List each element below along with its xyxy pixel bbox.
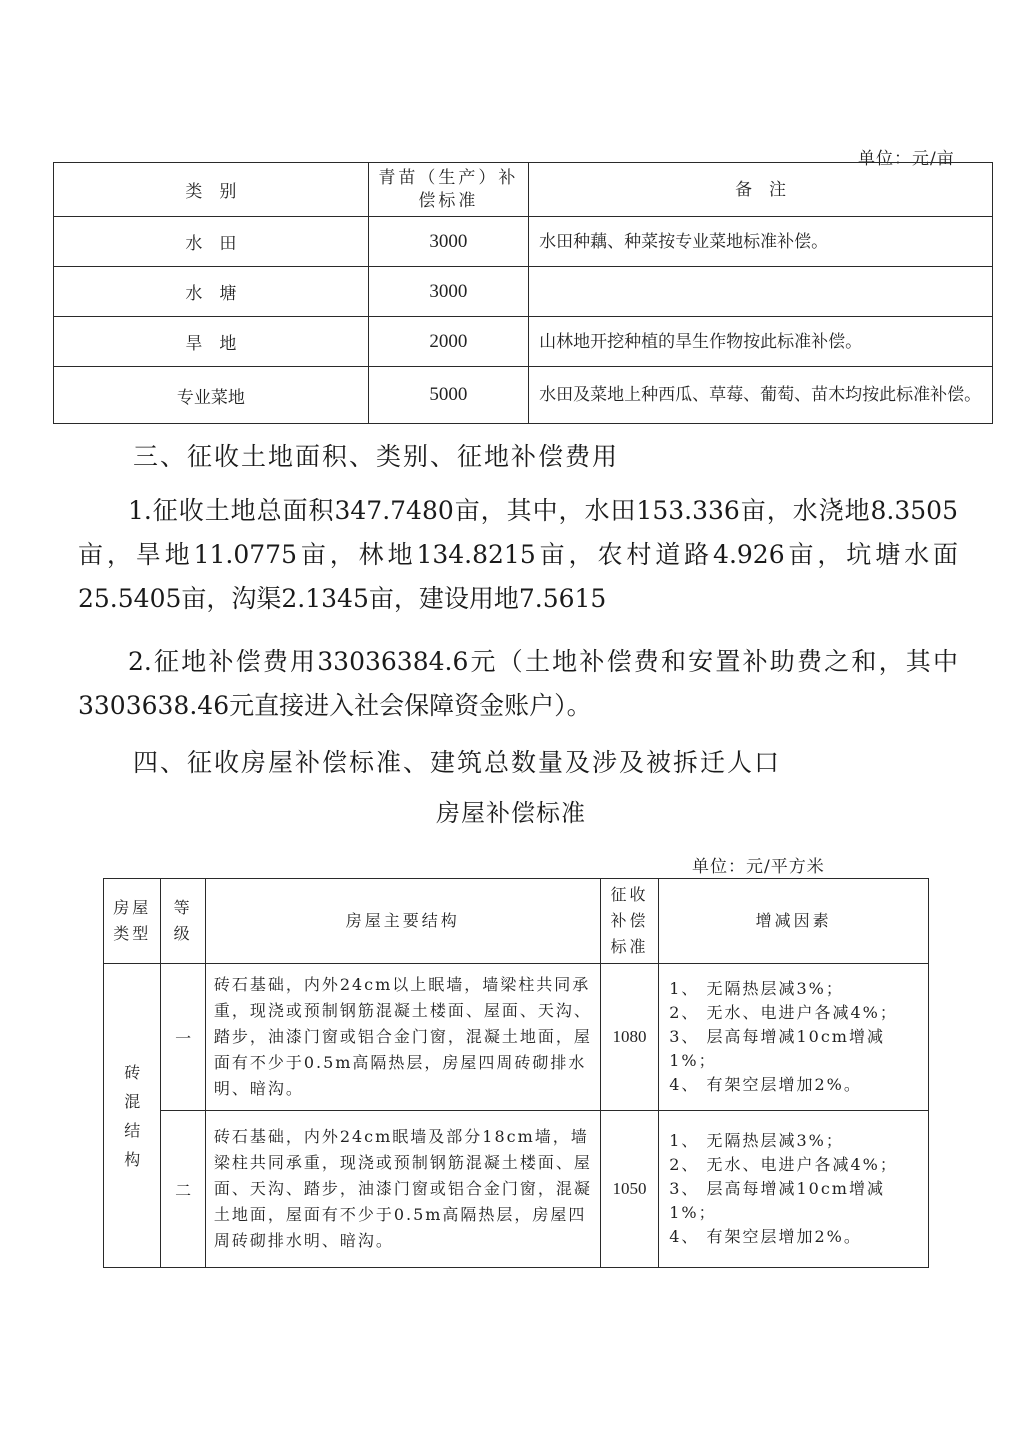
row-category: 旱 地 bbox=[54, 317, 369, 367]
standard-cell: 1080 bbox=[600, 964, 658, 1111]
house-compensation-table bbox=[103, 878, 929, 1268]
table2-unit: 单位：元/平方米 bbox=[692, 857, 825, 877]
header-standard-line: 补偿 bbox=[610, 911, 649, 930]
table-header-row bbox=[104, 879, 929, 964]
factor-item: 1、 无隔热层减3%； bbox=[669, 979, 844, 998]
factors-cell bbox=[659, 1111, 929, 1268]
row-category: 专业菜地 bbox=[54, 367, 369, 424]
table-row bbox=[54, 217, 993, 267]
table-row bbox=[54, 267, 993, 317]
section4-heading: 四、征收房屋补偿标准、建筑总数量及涉及被拆迁人口 bbox=[133, 748, 782, 777]
header-house-type-line: 类型 bbox=[113, 924, 152, 943]
house-compensation-title: 房屋补偿标准 bbox=[436, 799, 586, 827]
header-standard-line: 标准 bbox=[610, 937, 649, 956]
factor-item: 4、 有架空层增加2%。 bbox=[669, 1227, 862, 1246]
section3-paragraph-2: 2.征地补偿费用33036384.6元（土地补偿费和安置补助费之和，其中3303638.46元直接进入社会保障资金账户）。 bbox=[78, 647, 958, 720]
house-type-cell bbox=[104, 964, 161, 1268]
header-grade bbox=[161, 879, 205, 964]
table-header-row bbox=[54, 163, 993, 217]
factor-item: 4、 有架空层增加2%。 bbox=[669, 1075, 862, 1094]
row-category: 水 塘 bbox=[54, 267, 369, 317]
table-row bbox=[104, 964, 929, 1111]
house-type-char: 砖 bbox=[124, 1062, 141, 1082]
row-standard: 2000 bbox=[368, 317, 528, 367]
row-standard: 3000 bbox=[368, 217, 528, 267]
row-note: 水田种藕、种菜按专业菜地标准补偿。 bbox=[529, 217, 993, 267]
header-grade-line: 级 bbox=[173, 924, 193, 943]
factor-item: 3、 层高每增减10cm增减1%； bbox=[669, 1179, 885, 1222]
row-standard: 3000 bbox=[368, 267, 528, 317]
header-standard: 青苗（生产）补偿标准 bbox=[368, 163, 528, 217]
header-standard bbox=[600, 879, 658, 964]
row-note: 水田及菜地上种西瓜、草莓、葡萄、苗木均按此标准补偿。 bbox=[529, 367, 993, 424]
row-category: 水 田 bbox=[54, 217, 369, 267]
structure-cell: 砖石基础，内外24cm眠墙及部分18cm墙，墙梁柱共同承重，现浇或预制钢筋混凝土楼面、屋面、天沟、踏步，油漆门窗或铝合金门窗，混凝土地面，屋面有不少于0.5m高隔热层，房屋四周砖砌排水明、暗沟。 bbox=[205, 1111, 600, 1268]
section3-paragraph-1: 1.征收土地总面积347.7480亩，其中，水田153.336亩，水浇地8.3505亩，旱地11.0775亩，林地134.8215亩，农村道路4.926亩，坑塘水面25.5405亩，沟渠2.1345亩，建设用地7.5615 bbox=[78, 496, 958, 613]
row-standard: 5000 bbox=[368, 367, 528, 424]
table-row bbox=[54, 317, 993, 367]
header-structure: 房屋主要结构 bbox=[205, 879, 600, 964]
factor-item: 3、 层高每增减10cm增减1%； bbox=[669, 1027, 885, 1070]
header-standard-line: 征收 bbox=[610, 885, 649, 904]
header-grade-line: 等 bbox=[173, 898, 193, 917]
factors-cell bbox=[659, 964, 929, 1111]
row-note bbox=[529, 267, 993, 317]
grade-cell: 二 bbox=[161, 1111, 205, 1268]
grade-cell: 一 bbox=[161, 964, 205, 1111]
factor-item: 2、 无水、电进户各减4%； bbox=[669, 1003, 898, 1022]
table-row bbox=[104, 1111, 929, 1268]
section3-heading: 三、征收土地面积、类别、征地补偿费用 bbox=[133, 442, 620, 471]
house-type-char: 结 bbox=[124, 1120, 141, 1140]
house-type-char: 混 bbox=[124, 1091, 141, 1111]
factor-item: 1、 无隔热层减3%； bbox=[669, 1131, 844, 1150]
seedling-compensation-table bbox=[53, 162, 993, 424]
factor-item: 2、 无水、电进户各减4%； bbox=[669, 1155, 898, 1174]
header-note: 备 注 bbox=[529, 163, 993, 217]
header-factors: 增减因素 bbox=[659, 879, 929, 964]
table1-unit: 单位：元/亩 bbox=[858, 149, 955, 169]
house-type-char: 构 bbox=[124, 1149, 141, 1169]
structure-cell: 砖石基础，内外24cm以上眠墙，墙梁柱共同承重，现浇或预制钢筋混凝土楼面、屋面、天沟、踏步，油漆门窗或铝合金门窗，混凝土地面，屋面有不少于0.5m高隔热层，房屋四周砖砌排水明、暗沟。 bbox=[205, 964, 600, 1111]
row-note: 山林地开挖种植的旱生作物按此标准补偿。 bbox=[529, 317, 993, 367]
standard-cell: 1050 bbox=[600, 1111, 658, 1268]
header-house-type bbox=[104, 879, 161, 964]
header-house-type-line: 房屋 bbox=[113, 898, 152, 917]
header-category: 类 别 bbox=[54, 163, 369, 217]
table-row bbox=[54, 367, 993, 424]
